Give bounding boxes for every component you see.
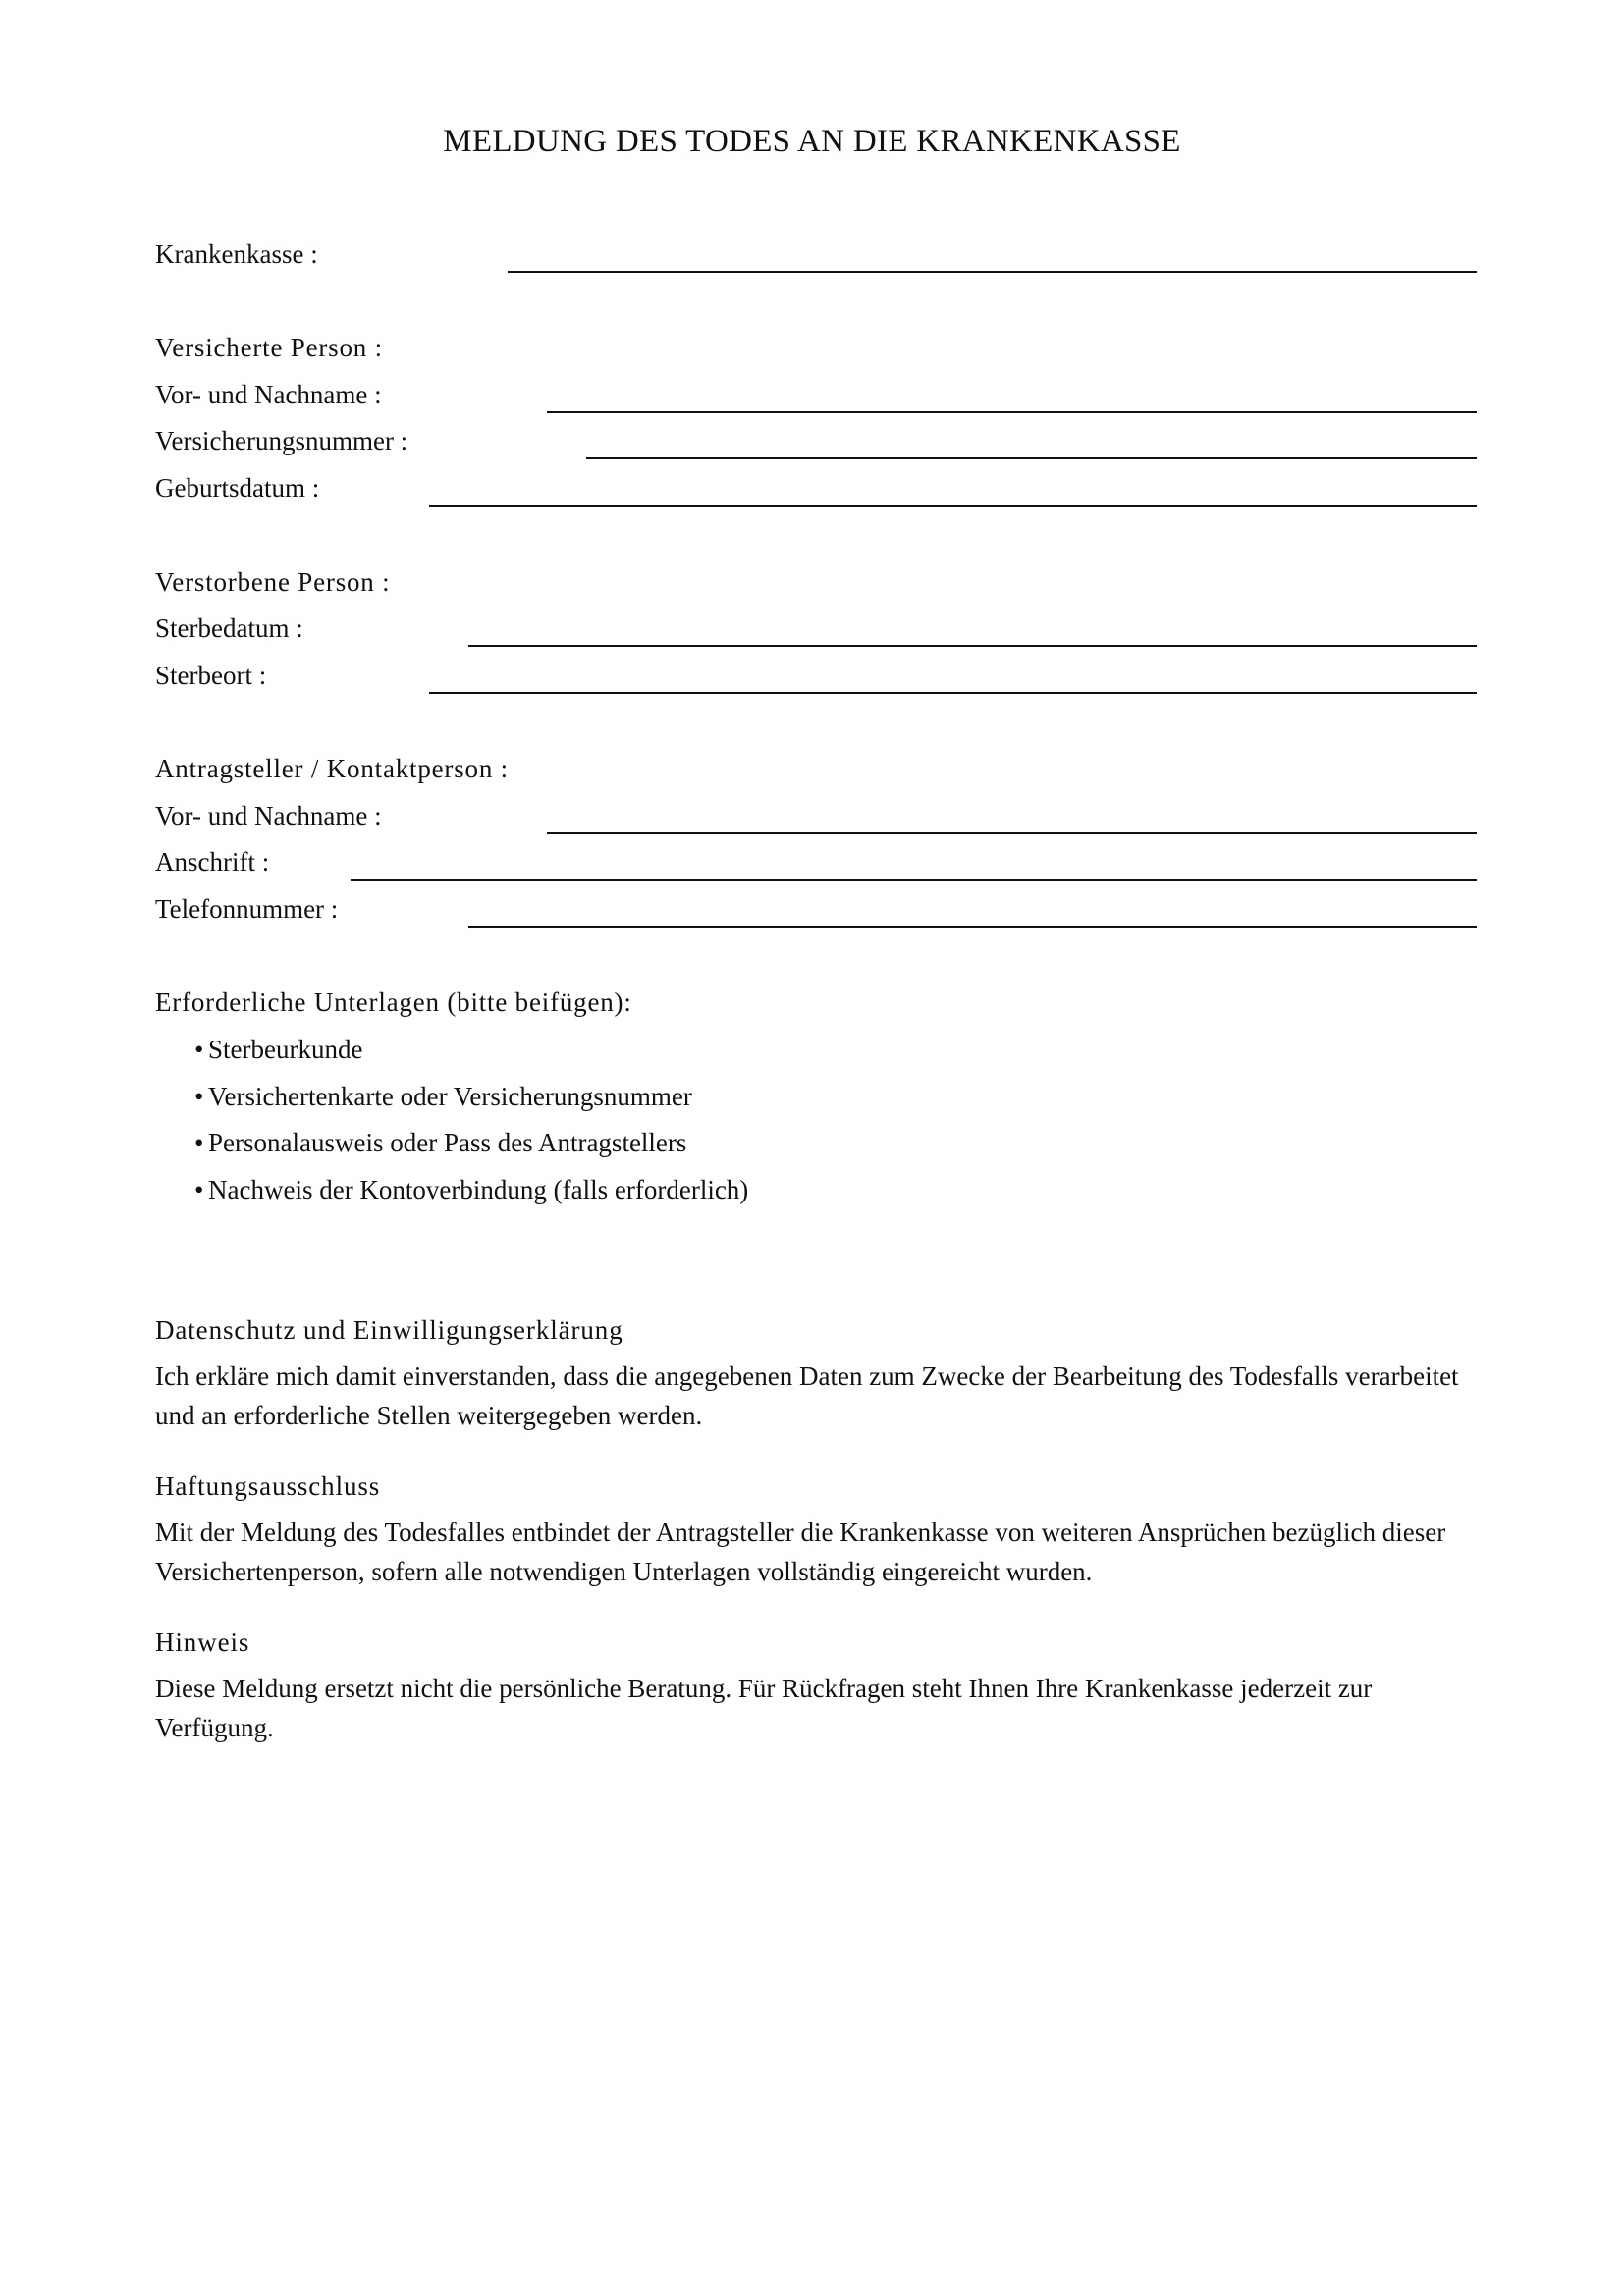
geburtsdatum-label: Geburtsdatum : — [155, 473, 320, 503]
document-item-text: Sterbeurkunde — [208, 1035, 363, 1064]
haftung-heading: Haftungsausschluss — [155, 1471, 381, 1501]
verstorbene-person-heading: Verstorbene Person : — [155, 567, 391, 597]
versicherungsnummer-field-line[interactable] — [586, 457, 1477, 459]
telefonnummer-field-line[interactable] — [468, 926, 1477, 928]
sterbeort-field-line[interactable] — [429, 692, 1477, 694]
geburtsdatum-field-line[interactable] — [429, 505, 1477, 507]
bullet-marker: • — [194, 1082, 204, 1111]
anschrift-label: Anschrift : — [155, 847, 270, 877]
datenschutz-text: Ich erkläre mich damit einverstanden, dass die angegebenen Daten zum Zwecke der Bearbeitung des Todesfalls verarbeitet und an erforderliche Stellen weitergegeben werden. — [155, 1362, 1459, 1430]
krankenkasse-field-line[interactable] — [508, 271, 1477, 273]
documents-heading: Erforderliche Unterlagen (bitte beifügen): — [155, 988, 632, 1017]
krankenkasse-label: Krankenkasse : — [155, 240, 318, 269]
document-item — [194, 1035, 362, 1065]
document-item-text: Personalausweis oder Pass des Antragstellers — [208, 1128, 687, 1157]
antragsteller-heading: Antragsteller / Kontaktperson : — [155, 754, 509, 783]
document-item-text: Versichertenkarte oder Versicherungsnummer — [208, 1082, 692, 1111]
haftung-text: Mit der Meldung des Todesfalles entbindet der Antragsteller die Krankenkasse von weiteren Ansprüchen bezüglich dieser Versichertenperson, sofern alle notwendigen Unterlagen vollständig eingereicht wurden. — [155, 1518, 1446, 1586]
document-item-text: Nachweis der Kontoverbindung (falls erforderlich) — [208, 1175, 749, 1204]
telefonnummer-label: Telefonnummer : — [155, 894, 339, 924]
versicherte-name-field-line[interactable] — [547, 411, 1477, 413]
anschrift-field-line[interactable] — [351, 879, 1477, 881]
hinweis-heading: Hinweis — [155, 1628, 250, 1657]
document-item — [194, 1175, 748, 1205]
versicherte-name-label: Vor- und Nachname : — [155, 380, 382, 409]
antragsteller-name-field-line[interactable] — [547, 832, 1477, 834]
bullet-marker: • — [194, 1175, 204, 1204]
antragsteller-name-label: Vor- und Nachname : — [155, 801, 382, 830]
bullet-marker: • — [194, 1035, 204, 1064]
versicherungsnummer-label: Versicherungsnummer : — [155, 426, 408, 455]
sterbeort-label: Sterbeort : — [155, 661, 267, 690]
datenschutz-heading: Datenschutz und Einwilligungserklärung — [155, 1315, 623, 1345]
document-item — [194, 1128, 686, 1158]
sterbedatum-field-line[interactable] — [468, 645, 1477, 647]
page-title: MELDUNG DES TODES AN DIE KRANKENKASSE — [443, 124, 1181, 159]
document-item — [194, 1082, 692, 1112]
versicherte-person-heading: Versicherte Person : — [155, 333, 383, 362]
hinweis-text: Diese Meldung ersetzt nicht die persönliche Beratung. Für Rückfragen steht Ihnen Ihre Krankenkasse jederzeit zur Verfügung. — [155, 1674, 1373, 1742]
sterbedatum-label: Sterbedatum : — [155, 614, 303, 643]
bullet-marker: • — [194, 1128, 204, 1157]
